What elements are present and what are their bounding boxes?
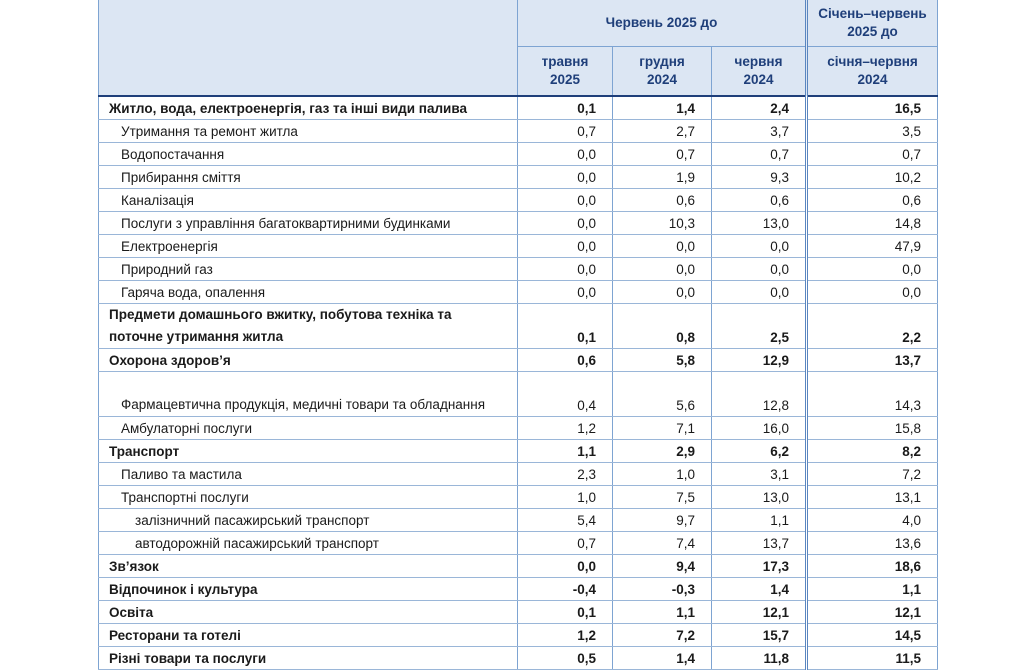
cell-value: 14,8 xyxy=(807,212,938,235)
table-row xyxy=(99,349,938,372)
row-label: Фармацевтична продукція, медичні товари та обладнання xyxy=(99,372,518,417)
cell-value: 5,6 xyxy=(613,372,712,417)
header-group-june-label: Червень 2025 до xyxy=(605,15,718,30)
cell-value: 0,6 xyxy=(712,189,807,212)
cell-value: 0,0 xyxy=(518,189,613,212)
row-label: Каналізація xyxy=(99,189,518,212)
cell-value: 7,1 xyxy=(613,417,712,440)
cell-value: 12,8 xyxy=(712,372,807,417)
row-label: Зв’язок xyxy=(99,555,518,578)
cell-value: 1,1 xyxy=(807,578,938,601)
cell-value: 1,4 xyxy=(712,578,807,601)
row-label: залізничний пасажирський транспорт xyxy=(99,509,518,532)
table-row xyxy=(99,463,938,486)
header-col-june-line1: червня xyxy=(734,54,783,69)
cell-value: 12,1 xyxy=(712,601,807,624)
cell-value: 3,1 xyxy=(712,463,807,486)
cell-value: 1,9 xyxy=(613,166,712,189)
cell-value: -0,3 xyxy=(613,578,712,601)
cell-value: 1,0 xyxy=(518,486,613,509)
cell-value: 0,7 xyxy=(518,120,613,143)
cell-value: 5,8 xyxy=(613,349,712,372)
row-label: Водопостачання xyxy=(99,143,518,166)
cell-value: 17,3 xyxy=(712,555,807,578)
header-col-dec-2024 xyxy=(613,47,712,97)
cell-value: 12,9 xyxy=(712,349,807,372)
row-label: Транспорт xyxy=(99,440,518,463)
cell-value: 9,4 xyxy=(613,555,712,578)
cell-value: 0,0 xyxy=(613,235,712,258)
cell-value: 6,2 xyxy=(712,440,807,463)
cell-value: 13,0 xyxy=(712,212,807,235)
row-label: Паливо та мастила xyxy=(99,463,518,486)
cell-value: 0,0 xyxy=(807,258,938,281)
cell-value: 47,9 xyxy=(807,235,938,258)
cell-value: 0,0 xyxy=(518,212,613,235)
row-label: Охорона здоров’я xyxy=(99,349,518,372)
cell-value: 0,6 xyxy=(807,189,938,212)
cell-value: 1,0 xyxy=(613,463,712,486)
table-row xyxy=(99,235,938,258)
cell-value: 1,1 xyxy=(712,509,807,532)
table-row xyxy=(99,624,938,647)
header-col-june-line2: 2024 xyxy=(743,72,774,87)
cell-value: 0,0 xyxy=(518,235,613,258)
row-label: Амбулаторні послуги xyxy=(99,417,518,440)
header-col-may-2025 xyxy=(518,47,613,97)
row-label: Утримання та ремонт житла xyxy=(99,120,518,143)
cell-value: 0,1 xyxy=(518,601,613,624)
table-row xyxy=(99,440,938,463)
cell-value: 13,1 xyxy=(807,486,938,509)
cell-value: 0,0 xyxy=(712,281,807,304)
cell-value: 3,5 xyxy=(807,120,938,143)
cell-value: -0,4 xyxy=(518,578,613,601)
cell-value: 0,4 xyxy=(518,372,613,417)
table-row xyxy=(99,372,938,417)
cell-value: 2,3 xyxy=(518,463,613,486)
cell-value: 0,0 xyxy=(712,258,807,281)
cell-value: 13,7 xyxy=(712,532,807,555)
table-row xyxy=(99,258,938,281)
cell-value: 0,0 xyxy=(518,166,613,189)
table-row xyxy=(99,189,938,212)
cell-value: 7,5 xyxy=(613,486,712,509)
cell-value: 9,7 xyxy=(613,509,712,532)
header-group-jan-june-line2: 2025 до xyxy=(847,24,898,39)
row-label: Різні товари та послуги xyxy=(99,647,518,670)
header-category-cell xyxy=(99,0,518,96)
cell-value: 7,2 xyxy=(807,463,938,486)
cell-value: 0,0 xyxy=(807,281,938,304)
table-row xyxy=(99,532,938,555)
cell-value: 8,2 xyxy=(807,440,938,463)
cell-value: 1,2 xyxy=(518,624,613,647)
cell-value: 0,6 xyxy=(518,349,613,372)
cell-value: 0,0 xyxy=(518,281,613,304)
header-col-jan-june-line1: січня–червня xyxy=(827,54,918,69)
row-label: Послуги з управління багатоквартирними будинками xyxy=(99,212,518,235)
row-label: Гаряча вода, опалення xyxy=(99,281,518,304)
row-label: Ресторани та готелі xyxy=(99,624,518,647)
row-label: Житло, вода, електроенергія, газ та інші види палива xyxy=(99,96,518,120)
cell-value: 2,4 xyxy=(712,96,807,120)
cell-value: 11,8 xyxy=(712,647,807,670)
cell-value: 0,6 xyxy=(613,189,712,212)
cell-value: 9,3 xyxy=(712,166,807,189)
row-label: Транспортні послуги xyxy=(99,486,518,509)
cell-value: 11,5 xyxy=(807,647,938,670)
cell-value: 0,0 xyxy=(518,555,613,578)
cell-value: 1,1 xyxy=(518,440,613,463)
table-row xyxy=(99,578,938,601)
header-col-jan-june-line2: 2024 xyxy=(857,72,888,87)
table-row xyxy=(99,120,938,143)
cell-value: 0,7 xyxy=(613,143,712,166)
header-col-may-line2: 2025 xyxy=(549,72,581,87)
cell-value: 2,7 xyxy=(613,120,712,143)
header-col-june-2024 xyxy=(712,47,807,97)
cell-value: 2,5 xyxy=(712,304,807,349)
cell-value: 2,2 xyxy=(807,304,938,349)
table-row xyxy=(99,486,938,509)
header-group-jan-june xyxy=(807,0,938,47)
table-row xyxy=(99,417,938,440)
cell-value: 3,7 xyxy=(712,120,807,143)
cell-value: 4,0 xyxy=(807,509,938,532)
cell-value: 7,4 xyxy=(613,532,712,555)
cell-value: 0,0 xyxy=(613,258,712,281)
cell-value: 0,0 xyxy=(518,258,613,281)
header-col-jan-june-2024 xyxy=(807,47,938,97)
cell-value: 0,1 xyxy=(518,304,613,349)
table-row xyxy=(99,212,938,235)
header-col-dec-line2: 2024 xyxy=(646,72,678,87)
table-row xyxy=(99,143,938,166)
row-label: Відпочинок і культура xyxy=(99,578,518,601)
cell-value: 2,9 xyxy=(613,440,712,463)
table-row xyxy=(99,601,938,624)
cell-value: 10,2 xyxy=(807,166,938,189)
cell-value: 18,6 xyxy=(807,555,938,578)
price-index-table-container xyxy=(98,0,937,670)
table-row xyxy=(99,304,938,349)
cell-value: 13,6 xyxy=(807,532,938,555)
cell-value: 1,4 xyxy=(613,96,712,120)
table-row xyxy=(99,555,938,578)
cell-value: 13,0 xyxy=(712,486,807,509)
cell-value: 1,1 xyxy=(613,601,712,624)
cell-value: 15,7 xyxy=(712,624,807,647)
cell-value: 15,8 xyxy=(807,417,938,440)
row-label: автодорожній пасажирський транспорт xyxy=(99,532,518,555)
cell-value: 14,5 xyxy=(807,624,938,647)
cell-value: 0,8 xyxy=(613,304,712,349)
table-row xyxy=(99,509,938,532)
row-label: Предмети домашнього вжитку, побутова техніка та поточне утримання житла xyxy=(99,304,518,349)
header-group-jan-june-line1: Січень–червень xyxy=(818,6,927,21)
cell-value: 1,4 xyxy=(613,647,712,670)
header-col-dec-line1: грудня xyxy=(639,54,685,69)
cell-value: 16,0 xyxy=(712,417,807,440)
cell-value: 10,3 xyxy=(613,212,712,235)
cell-value: 0,0 xyxy=(712,235,807,258)
cell-value: 1,2 xyxy=(518,417,613,440)
cell-value: 0,0 xyxy=(518,143,613,166)
row-label: Освіта xyxy=(99,601,518,624)
cell-value: 7,2 xyxy=(613,624,712,647)
cell-value: 12,1 xyxy=(807,601,938,624)
table-row xyxy=(99,647,938,670)
row-label: Електроенергія xyxy=(99,235,518,258)
row-label: Природний газ xyxy=(99,258,518,281)
cell-value: 0,7 xyxy=(807,143,938,166)
cell-value: 5,4 xyxy=(518,509,613,532)
table-row xyxy=(99,96,938,120)
cell-value: 0,7 xyxy=(712,143,807,166)
cell-value: 14,3 xyxy=(807,372,938,417)
price-index-table xyxy=(98,0,938,670)
cell-value: 16,5 xyxy=(807,96,938,120)
cell-value: 0,1 xyxy=(518,96,613,120)
header-group-june-2025 xyxy=(518,0,807,47)
cell-value: 0,7 xyxy=(518,532,613,555)
row-label: Прибирання сміття xyxy=(99,166,518,189)
table-row xyxy=(99,166,938,189)
cell-value: 13,7 xyxy=(807,349,938,372)
table-row xyxy=(99,281,938,304)
header-col-may-line1: травня xyxy=(541,54,589,69)
cell-value: 0,5 xyxy=(518,647,613,670)
cell-value: 0,0 xyxy=(613,281,712,304)
